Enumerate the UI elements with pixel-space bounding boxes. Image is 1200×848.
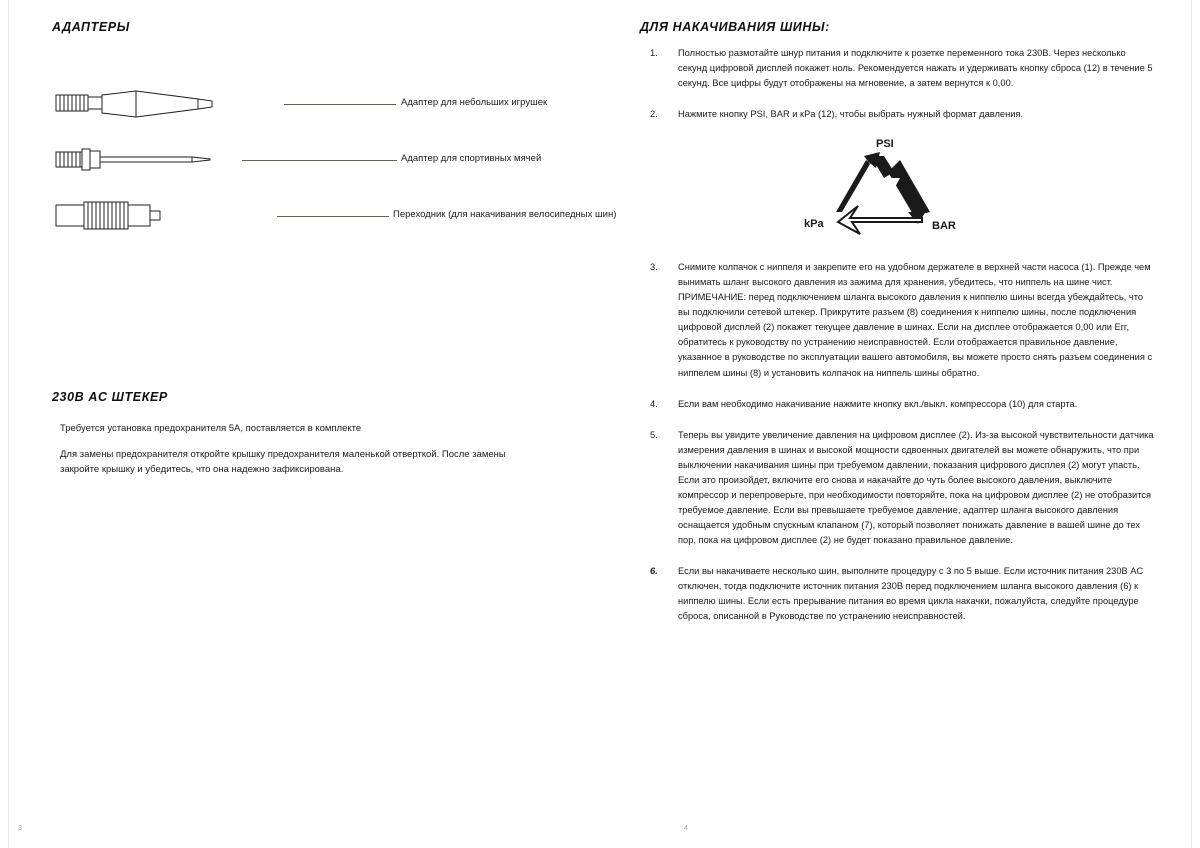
adapter-row (52, 194, 617, 238)
inflation-steps-list (640, 46, 1156, 122)
adapter-row (52, 82, 592, 126)
leader-line (284, 104, 396, 105)
step-number: 6. (650, 565, 658, 576)
pressure-units-diagram (780, 138, 1010, 242)
leader-line (277, 216, 389, 217)
leader-line (242, 160, 397, 161)
inflation-steps-list-continued (640, 260, 1156, 624)
presta-adapter-icon (52, 194, 242, 238)
left-page-column (52, 20, 617, 477)
step-number: 3. (650, 262, 658, 273)
cone-adapter-icon (52, 82, 242, 126)
adapter-row (52, 138, 592, 182)
unit-label-psi: PSI (876, 138, 894, 151)
needle-adapter-icon (52, 138, 242, 182)
list-item (640, 260, 1156, 380)
right-edge-rule (1191, 0, 1192, 848)
step-text: Теперь вы увидите увеличение давления на цифровом дисплее (2). Из-за высокой чувствительности датчика измерения давления в шинах и высокой мощности сдвоенных двигателей вы можете обнаружить, что при выключении накачивания шины при требуемом давлении, показания цифрового дисплея (2) могут упасть. Если это произойдет, включите его снова и накачайте до чуть более высокого давления, выключите компрессор и перепроверьте, при необходимости повторяйте, пока на цифровом дисплее (2) не отобразится требуемое давление. Если вы превышаете требуемое давление, адаптер шланга высокого давления оснащается удобным спускным клапаном (7), который позволяет понижать давление в вашей шине до тех пор, пока на цифровом дисплее (2) не будет показано правильное давление. (678, 429, 1154, 545)
plug-paragraph: Для замены предохранителя откройте крышку предохранителя маленькой отверткой. После замены закройте крышку и убедитесь, что она надежно зафиксирована. (60, 449, 506, 475)
adapter-caption: Адаптер для небольших игрушек (401, 97, 548, 108)
list-item (640, 107, 1156, 122)
inflation-section-title: ДЛЯ НАКАЧИВАНИЯ ШИНЫ: (640, 20, 830, 34)
adapter-caption: Адаптер для спортивных мячей (401, 153, 542, 164)
adapters-diagram-group (52, 82, 617, 262)
left-edge-rule (8, 0, 9, 848)
plug-section (52, 390, 592, 477)
right-page-column (640, 20, 1156, 640)
list-item (640, 46, 1156, 91)
step-number: 5. (650, 429, 658, 440)
list-item (640, 428, 1156, 548)
step-text: Нажмите кнопку PSI, BAR и кPa (12), чтобы выбрать нужный формат давления. (678, 109, 1024, 120)
adapters-section-title: АДАПТЕРЫ (52, 20, 130, 34)
step-text: Если вам необходимо накачивание нажмите кнопку вкл./выкл. компрессора (10) для старта. (678, 398, 1078, 409)
list-item (640, 564, 1156, 624)
list-item (640, 397, 1156, 412)
adapter-caption: Переходник (для накачивания велосипедных шин) (393, 209, 617, 220)
page-number-left: 3 (18, 825, 22, 832)
step-text: Если вы накачиваете несколько шин, выполните процедуру с 3 по 5 выше. Если источник питания 230В AC отключен, тогда подключите источник питания 230В перед подключением шланга высокого давления (6) к ниппелю шины. Если есть прерывание питания во время цикла накачки, пожалуйста, следуйте процедуре сброса, описанной в Руководстве по устранению неисправностей. (678, 565, 1144, 622)
unit-label-kpa: kPa (804, 218, 824, 231)
plug-paragraph: Требуется установка предохранителя 5А, поставляется в комплекте (60, 423, 362, 434)
unit-label-bar: BAR (932, 220, 956, 233)
step-number: 2. (650, 109, 658, 120)
plug-section-title: 230В AC ШТЕКЕР (52, 390, 168, 404)
step-text: Снимите колпачок с ниппеля и закрепите его на удобном держателе в верхней части насоса (1). Прежде чем вынимать шланг высокого давления из зажима для хранения, убедитесь, что ниппель на шине чист. ПРИМЕЧАНИЕ: перед подключением шланга высокого давления к ниппелю шины всегда убеждайтесь, что вы подключили сетевой штекер. Прикрутите разъем (8) соединения к ниппелю шины, после подключения цифровой дисплей (2) покажет текущее давление в шинах. Если на дисплее отображается 0,00 или Err, обратитесь к руководству по устранению неисправностей. Если отображается правильное давление, указанное в руководстве по эксплуатации вашего автомобиля, вы можете просто снять разъем соединения с ниппелем шины (8) и установить колпачок на ниппель шины обратно. (678, 262, 1153, 378)
step-number: 4. (650, 398, 658, 409)
page-number-right: 4 (684, 825, 688, 832)
step-text: Полностью размотайте шнур питания и подключите к розетке переменного тока 230В. Через несколько секунд цифровой дисплей покажет ноль. Рекомендуется нажать и удерживать кнопку сброса (12) в течение 5 секунд. Все цифры будут отображены на мгновение, а затем вернутся к 0,00. (678, 48, 1153, 89)
step-number: 1. (650, 48, 658, 58)
